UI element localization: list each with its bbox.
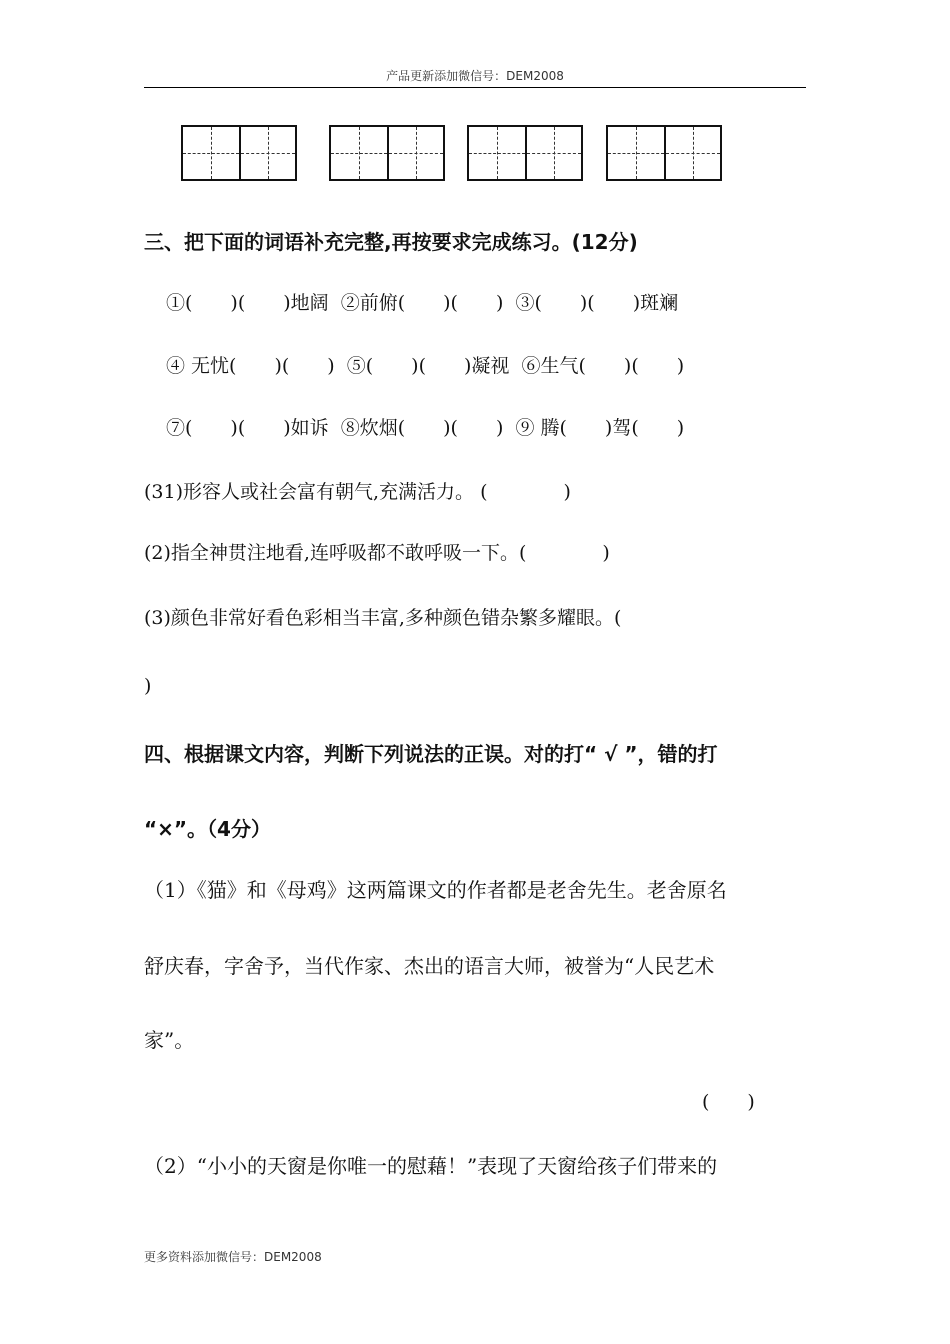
section4-title: 四、根据课文内容，判断下列说法的正误。对的打“ √ ”，错的打 — [144, 742, 718, 766]
grid-cell — [469, 127, 525, 179]
idiom-row-1: ①( )( )地阔 ②前俯( )( ) ③( )( )斑斓 — [166, 292, 679, 314]
idiom-row-2: ④ 无忧( )( ) ⑤( )( )凝视 ⑥生气( )( ) — [166, 355, 685, 377]
grid-cell — [664, 127, 720, 179]
grid-cell — [331, 127, 387, 179]
page-footer: 更多资料添加微信号：DEM2008 — [144, 1250, 322, 1264]
item-2-text-b: 子们带来的 — [617, 1154, 718, 1178]
item-2-line-1 — [144, 1150, 717, 1179]
writing-grid-1 — [181, 125, 297, 181]
grid-cell — [525, 127, 581, 179]
grid-cell — [183, 127, 239, 179]
item-1-line-2: 舒庆春，字舍予，当代作家、杰出的语言大师，被誉为“人民艺术 — [144, 954, 715, 978]
section4-title-cont: “×”。（4分） — [144, 817, 271, 841]
writing-grid-4 — [606, 125, 722, 181]
writing-grid-3 — [467, 125, 583, 181]
item-2-text-a: （2）“小小的天窗是你唯一的慰藉！”表现了天窗给孩 — [144, 1154, 618, 1178]
page-header: 产品更新添加微信号：DEM2008 — [386, 69, 564, 83]
writing-grid-2 — [329, 125, 445, 181]
question-2: (2)指全神贯注地看,连呼吸都不敢呼吸一下。( ) — [144, 542, 610, 564]
question-1: (31)形容人或社会富有朝气,充满活力。 ( ) — [144, 481, 571, 503]
section3-title: 三、把下面的词语补充完整,再按要求完成练习。(12分) — [144, 230, 638, 254]
grid-cell — [608, 127, 664, 179]
item-1-answer-blank: ( ) — [702, 1091, 755, 1113]
grid-cell — [239, 127, 295, 179]
item-1-line-1: （1）《猫》和《母鸡》这两篇课文的作者都是老舍先生。老舍原名 — [144, 878, 727, 902]
header-divider — [144, 87, 806, 88]
idiom-row-3: ⑦( )( )如诉 ⑧炊烟( )( ) ⑨ 腾( )驾( ) — [166, 417, 685, 439]
grid-cell — [387, 127, 443, 179]
question-3: (3)颜色非常好看色彩相当丰富,多种颜色错杂繁多耀眼。( — [144, 607, 622, 629]
item-1-line-3: 家”。 — [144, 1028, 195, 1052]
question-3-close: ) — [144, 675, 152, 697]
